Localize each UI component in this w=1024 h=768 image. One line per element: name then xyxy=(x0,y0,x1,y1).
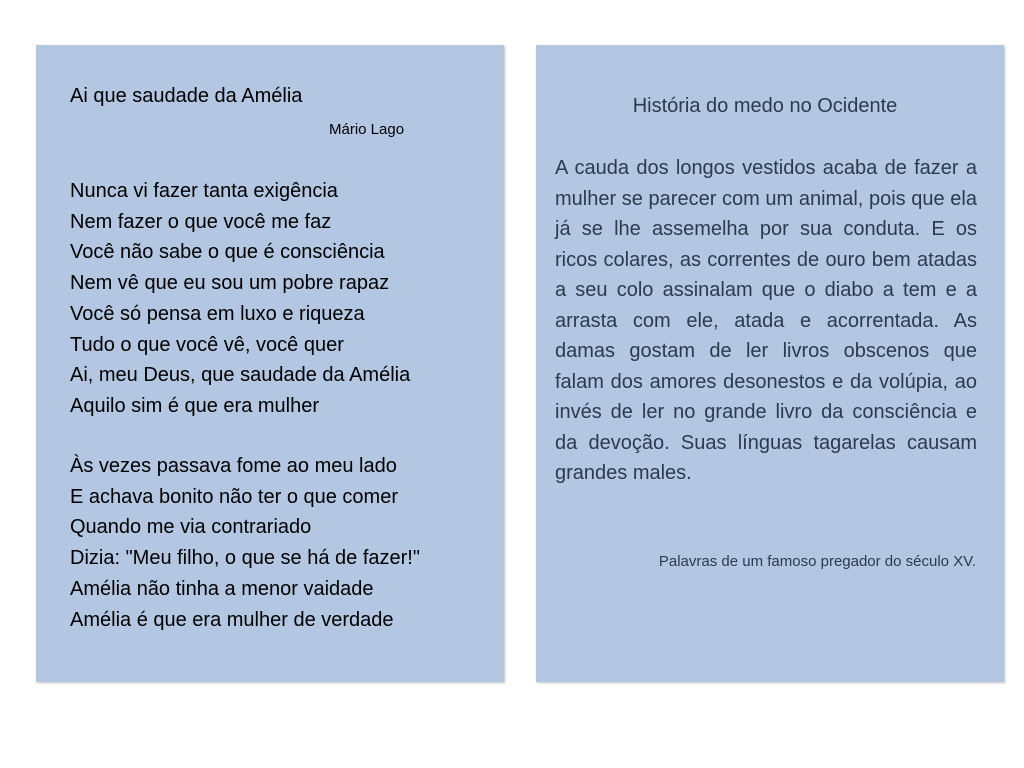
poem-line: Ai, meu Deus, que saudade da Amélia xyxy=(70,364,411,387)
poem-line: Dizia: "Meu filho, o que se há de fazer!" xyxy=(70,547,420,570)
poem-line: E achava bonito não ter o que comer xyxy=(70,485,398,508)
poem-line: Você não sabe o que é consciência xyxy=(70,241,385,264)
poem-line: Nem vê que eu sou um pobre rapaz xyxy=(70,272,390,295)
poem-line: Tudo o que você vê, você quer xyxy=(70,333,344,356)
article-title: História do medo no Ocidente xyxy=(632,95,898,117)
poem-line: Amélia é que era mulher de verdade xyxy=(70,608,394,631)
poem-line: Quando me via contrariado xyxy=(70,516,312,539)
article-source: Palavras de um famoso pregador do século XV. xyxy=(658,553,976,570)
poem-line: Amélia não tinha a menor vaidade xyxy=(70,577,374,600)
poem-line: Às vezes passava fome ao meu lado xyxy=(70,455,397,477)
poem-line: Você só pensa em luxo e riqueza xyxy=(70,302,365,325)
poem-stanza-2 xyxy=(70,451,420,635)
article-panel xyxy=(536,45,1004,682)
poem-title: Ai que saudade da Amélia xyxy=(70,85,303,107)
article-body: A cauda dos longos vestidos acaba de fazer a mulher se parecer com um animal, pois que ela já se lhe assemelha por sua conduta. E os ricos colares, as correntes de ouro bem atadas a seu colo assinalam que o diabo a tem e a arrasta com ele, atada e acorrentada. As damas gostam de ler livros obscenos que falam dos amores desonestos e da volúpia, ao invés de ler no grande livro da consciência e da devoção. Suas línguas tagarelas causam grandes males. xyxy=(555,157,977,484)
poem-panel xyxy=(36,45,504,682)
poem-stanza-1 xyxy=(70,176,410,422)
poem-line: Aquilo sim é que era mulher xyxy=(70,394,320,417)
poem-line: Nunca vi fazer tanta exigência xyxy=(70,180,338,202)
poem-author: Mário Lago xyxy=(329,121,405,138)
poem-line: Nem fazer o que você me faz xyxy=(70,210,332,233)
